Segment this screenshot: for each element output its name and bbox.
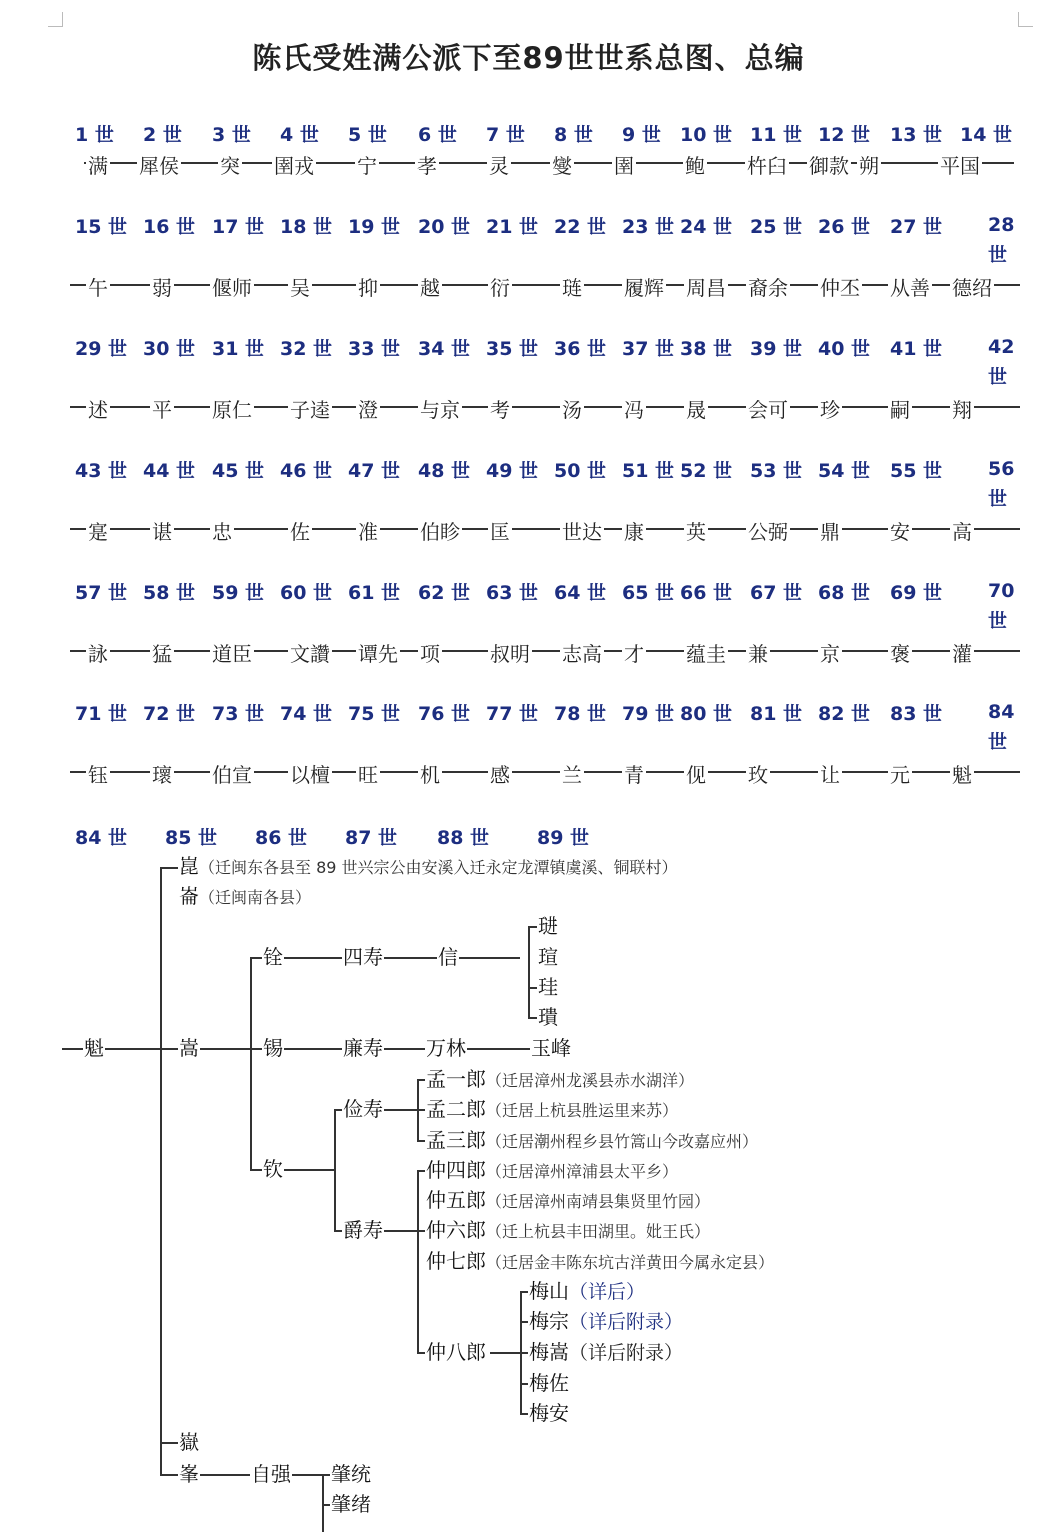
generation-label: 45 世 [212,460,265,482]
generation-label: 73 世 [212,703,265,725]
generation-label: 55 世 [890,460,943,482]
generation-name: 汤 [560,394,584,423]
tree-header-87: 87 世 [345,827,398,849]
generation-label: 60 世 [280,582,333,604]
generation-name: 偃师 [210,272,254,301]
generation-label: 59 世 [212,582,265,604]
node-meian: 梅安 [529,1401,569,1425]
generation-label: 63 世 [486,582,539,604]
generation-name: 犀侯 [137,150,181,179]
generation-name: 嗣 [888,394,912,423]
generation-label: 50 世 [554,460,607,482]
generation-label: 29 世 [75,338,128,360]
generation-name: 原仁 [210,394,254,423]
generation-label: 53 世 [750,460,803,482]
node-wanlin: 万林 [426,1036,466,1060]
generation-name: 灵 [487,150,511,179]
generation-name: 志高 [560,638,604,667]
connector-line [417,1170,419,1352]
node-zhongwulang: 仲五郎（迁居漳州南靖县集贤里竹园） [426,1188,711,1212]
generation-name: 朔 [857,150,881,179]
generation-label: 71 世 [75,703,128,725]
generation-name: 猛 [150,638,174,667]
generation-label: 24 世 [680,216,733,238]
generation-name: 谭先 [356,638,400,667]
generation-name: 佐 [288,516,312,545]
generation-label: 1 世 [75,124,114,146]
generation-name: 才 [622,638,646,667]
generation-name: 感 [488,759,512,788]
generation-name: 世达 [560,516,604,545]
generation-name: 突 [218,150,242,179]
generation-label: 40 世 [818,338,871,360]
generation-name: 会可 [746,394,790,423]
generation-name: 满 [86,150,110,179]
connector-line [490,1352,530,1354]
generation-name: 兰 [560,759,584,788]
generation-label: 28 世 [988,214,1015,266]
generation-label: 32 世 [280,338,333,360]
connector-line [322,1474,324,1532]
generation-label: 49 世 [486,460,539,482]
generation-name: 匡 [488,516,512,545]
connector-line [160,867,178,869]
node-lun: 崙（迁闽南各县） [179,884,312,908]
node-sishou: 四寿 [343,945,383,969]
generation-name: 午 [86,272,110,301]
generation-label: 61 世 [348,582,401,604]
node-zhongliulang: 仲六郎（迁上杭县丰田湖里。妣王氏） [426,1218,711,1242]
generation-label: 15 世 [75,216,128,238]
generation-label: 57 世 [75,582,128,604]
node-jueshou: 爵寿 [343,1218,383,1242]
node-mengerlang: 孟二郎（迁居上杭县胜运里来苏） [426,1097,679,1121]
node-zhaoxu: 肇绪 [331,1492,371,1516]
connector-line [520,1291,522,1413]
generation-name: 琏 [560,272,584,301]
node-zhaotong: 肇统 [331,1462,371,1486]
node-gui2: 璝 [538,1005,558,1029]
generation-name: 瓌 [150,759,174,788]
generation-label: 2 世 [143,124,182,146]
node-feng: 峯 [179,1462,199,1486]
connector-line [250,957,520,959]
generation-name: 德绍 [950,272,994,301]
generation-name: 弱 [150,272,174,301]
generation-name: 周昌 [684,272,728,301]
node-mengsanlang: 孟三郎（迁居潮州程乡县竹篙山今改嘉应州） [426,1128,759,1152]
node-meizong: 梅宗（详后附录） [529,1309,684,1333]
generation-label: 23 世 [622,216,675,238]
connector-line [417,1079,419,1140]
generation-name: 仲丕 [818,272,862,301]
generation-name: 述 [86,394,110,423]
generation-label: 37 世 [622,338,675,360]
generation-label: 54 世 [818,460,871,482]
generation-label: 67 世 [750,582,803,604]
generation-name: 京 [818,638,842,667]
generation-name: 以檀 [288,759,332,788]
generation-label: 66 世 [680,582,733,604]
generation-label: 82 世 [818,703,871,725]
node-yue: 嶽 [179,1430,199,1454]
generation-name: 御款 [807,150,851,179]
generation-label: 4 世 [280,124,319,146]
generation-name: 叔明 [488,638,532,667]
generation-label: 80 世 [680,703,733,725]
generation-name: 燮 [550,150,574,179]
generation-label: 47 世 [348,460,401,482]
generation-label: 51 世 [622,460,675,482]
node-meishan: 梅山（详后） [529,1279,646,1303]
generation-label: 11 世 [750,124,803,146]
generation-name: 蕴圭 [684,638,728,667]
generation-label: 68 世 [818,582,871,604]
generation-label: 20 世 [418,216,471,238]
node-zhongbalang: 仲八郎 [426,1340,486,1364]
generation-label: 7 世 [486,124,525,146]
generation-label: 84 世 [988,701,1015,753]
generation-label: 30 世 [143,338,196,360]
generation-label: 62 世 [418,582,471,604]
generation-label: 48 世 [418,460,471,482]
node-xuan: 瑄 [538,945,558,969]
generation-label: 27 世 [890,216,943,238]
generation-name: 伯眕 [418,516,462,545]
generation-name: 灌 [950,638,974,667]
generation-name: 圉 [612,150,636,179]
generation-name: 宁 [355,150,379,179]
generation-name: 珍 [818,394,842,423]
generation-label: 5 世 [348,124,387,146]
generation-name: 项 [418,638,442,667]
generation-label: 35 世 [486,338,539,360]
generation-label: 18 世 [280,216,333,238]
generation-label: 21 世 [486,216,539,238]
generation-name: 谌 [150,516,174,545]
generation-label: 13 世 [890,124,943,146]
generation-name: 让 [818,759,842,788]
generation-label: 38 世 [680,338,733,360]
node-gui: 珪 [538,975,558,999]
generation-label: 46 世 [280,460,333,482]
generation-name: 元 [888,759,912,788]
generation-name: 吴 [288,272,312,301]
generation-label: 81 世 [750,703,803,725]
generation-name: 履辉 [622,272,666,301]
node-xin: 信 [438,945,458,969]
generation-name: 康 [622,516,646,545]
node-zhongqilang: 仲七郎（迁居金丰陈东坑古洋黄田今属永定县） [426,1249,775,1273]
generation-label: 43 世 [75,460,128,482]
generation-name: 褒 [888,638,912,667]
generation-label: 3 世 [212,124,251,146]
generation-name: 文讚 [288,638,332,667]
generation-label: 31 世 [212,338,265,360]
generation-name: 与京 [418,394,462,423]
generation-name: 安 [888,516,912,545]
node-ziqiang: 自强 [251,1462,291,1486]
generation-name: 翔 [950,394,974,423]
generation-label: 56 世 [988,458,1015,510]
generation-name: 澄 [356,394,380,423]
generation-label: 36 世 [554,338,607,360]
generation-name: 圉戎 [272,150,316,179]
node-zhongsilang: 仲四郎（迁居漳州漳浦县太平乡） [426,1158,679,1182]
generation-label: 58 世 [143,582,196,604]
tree-header-89: 89 世 [537,827,590,849]
generation-label: 77 世 [486,703,539,725]
generation-label: 42 世 [988,336,1015,388]
generation-name: 鼎 [818,516,842,545]
generation-name: 伣 [684,759,708,788]
generation-label: 44 世 [143,460,196,482]
generation-name: 詠 [86,638,110,667]
generation-name: 平 [150,394,174,423]
generation-name: 寔 [86,516,110,545]
generation-label: 25 世 [750,216,803,238]
generation-name: 道臣 [210,638,254,667]
connector-line [160,1442,178,1444]
tree-header-86: 86 世 [255,827,308,849]
node-lianshou: 廉寿 [343,1036,383,1060]
connector-line [528,926,530,1017]
generation-name: 英 [684,516,708,545]
generation-name: 公弼 [746,516,790,545]
generation-name: 魁 [950,759,974,788]
tree-header-88: 88 世 [437,827,490,849]
node-kun: 崑（迁闽东各县至 89 世兴宗公由安溪入迁永定龙潭镇虞溪、铜联村） [179,854,678,878]
generation-name: 杵臼 [745,150,789,179]
generation-label: 22 世 [554,216,607,238]
generation-name: 晟 [684,394,708,423]
generation-name: 机 [418,759,442,788]
generation-name: 考 [488,394,512,423]
generation-name: 钰 [86,759,110,788]
generation-name: 裔余 [746,272,790,301]
generation-name: 孝 [415,150,439,179]
corner-mark-tl [48,12,63,27]
generation-name: 平国 [938,150,982,179]
generation-name: 旺 [356,759,380,788]
generation-label: 6 世 [418,124,457,146]
generation-label: 8 世 [554,124,593,146]
generation-name: 越 [418,272,442,301]
generation-name: 从善 [888,272,932,301]
node-xi: 锡 [263,1036,283,1060]
generation-label: 75 世 [348,703,401,725]
generation-name: 准 [356,516,380,545]
generation-name: 高 [950,516,974,545]
generation-label: 78 世 [554,703,607,725]
generation-name: 忠 [210,516,234,545]
root-node: 魁 [84,1036,104,1060]
generation-label: 39 世 [750,338,803,360]
generation-name: 伯宣 [210,759,254,788]
generation-label: 72 世 [143,703,196,725]
generation-label: 65 世 [622,582,675,604]
connector-line [250,957,252,1169]
generation-name: 兼 [746,638,770,667]
generation-label: 10 世 [680,124,733,146]
node-jianshou: 俭寿 [343,1097,383,1121]
node-meizuo: 梅佐 [529,1371,569,1395]
generation-name: 青 [622,759,646,788]
generation-label: 76 世 [418,703,471,725]
generation-label: 26 世 [818,216,871,238]
generation-label: 12 世 [818,124,871,146]
generation-name: 子逵 [288,394,332,423]
generation-label: 79 世 [622,703,675,725]
generation-name: 玫 [746,759,770,788]
corner-mark-tr [1018,12,1033,27]
generation-label: 17 世 [212,216,265,238]
tree-header-85: 85 世 [165,827,218,849]
generation-label: 41 世 [890,338,943,360]
node-song: 嵩 [179,1036,199,1060]
generation-name: 冯 [622,394,646,423]
generation-label: 70 世 [988,580,1015,632]
node-qin: 钦 [263,1157,283,1181]
generation-name: 抑 [356,272,380,301]
generation-label: 19 世 [348,216,401,238]
generation-label: 69 世 [890,582,943,604]
generation-label: 16 世 [143,216,196,238]
page-title: 陈氏受姓满公派下至89世世系总图、总编 [252,41,805,75]
node-jin: 琎 [538,914,558,938]
generation-name: 鲍 [683,150,707,179]
node-quan: 铨 [263,945,283,969]
tree-header-84: 84 世 [75,827,128,849]
generation-label: 14 世 [960,124,1013,146]
node-mengyilang: 孟一郎（迁居漳州龙溪县赤水湖洋） [426,1067,695,1091]
connector-line [334,1109,336,1230]
generation-label: 64 世 [554,582,607,604]
generation-label: 74 世 [280,703,333,725]
connector-line [160,867,162,1474]
generation-label: 83 世 [890,703,943,725]
node-meisong: 梅嵩（详后附录） [529,1340,684,1364]
generation-label: 34 世 [418,338,471,360]
generation-label: 52 世 [680,460,733,482]
node-yufeng: 玉峰 [531,1036,571,1060]
generation-label: 33 世 [348,338,401,360]
generation-label: 9 世 [622,124,661,146]
generation-name: 衍 [488,272,512,301]
